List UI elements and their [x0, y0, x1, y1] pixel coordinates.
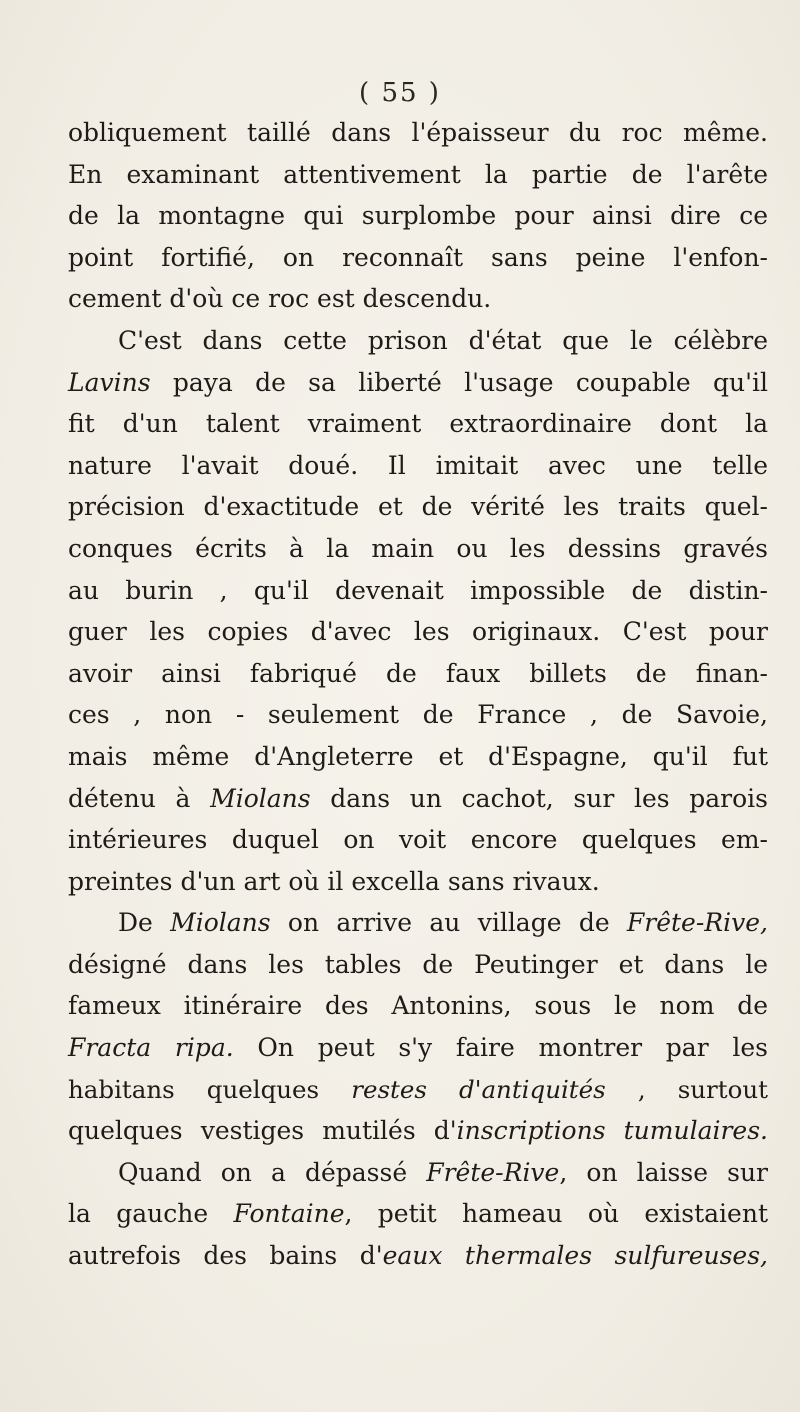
text-run: Quand on a dépassé [118, 1157, 427, 1187]
text-run: habitans quelques [68, 1074, 352, 1104]
place-frete-rive: Frête-Rive, [626, 908, 768, 938]
text-line: désigné dans les tables de Peutinger et dans le [68, 949, 768, 979]
text-line [68, 902, 768, 944]
place-miolans: Miolans [210, 783, 311, 813]
text-line: fit d'un talent vraiment extraordinaire dont la [68, 409, 768, 439]
latin-fracta-ripa: Fracta ripa. [68, 1033, 234, 1063]
text-line [68, 1193, 768, 1235]
text-line: cement d'où ce roc est descendu. [68, 284, 492, 314]
page-number: ( 55 ) [359, 78, 441, 108]
text-run: De [118, 908, 171, 938]
text-line: conques écrits à la main ou les dessins gravés [68, 533, 768, 563]
text-line: au burin , qu'il devenait impossible de distin- [68, 575, 768, 605]
text-line: guer les copies d'avec les originaux. C'est pour [68, 617, 768, 647]
text-line: précision d'exactitude et de vérité les traits quel- [68, 492, 768, 522]
text-line: nature l'avait doué. Il imitait avec une telle [68, 450, 768, 480]
text-run: la gauche [68, 1199, 234, 1229]
text-run: dans un cachot, sur les parois [310, 783, 768, 813]
text-line: En examinant attentivement la partie de l'arête [68, 159, 768, 189]
text-run: on arrive au village de [270, 908, 627, 938]
text-line: preintes d'un art où il excella sans rivaux. [68, 866, 600, 896]
text-run: , petit hameau où existaient [344, 1199, 768, 1229]
text-line: de la montagne qui surplombe pour ainsi dire ce [68, 201, 768, 231]
text-line [68, 362, 768, 404]
text-run: autrefois des bains d' [68, 1241, 383, 1271]
text-line: C'est dans cette prison d'état que le célèbre [118, 325, 768, 355]
text-line [68, 1069, 768, 1111]
text-run: On peut s'y faire montrer par les [233, 1033, 768, 1063]
text-line [68, 1110, 768, 1152]
text-line: intérieures duquel on voit encore quelques em- [68, 825, 768, 855]
place-frete-rive: Frête-Rive [426, 1157, 560, 1187]
text-run: paya de sa liberté l'usage coupable qu'il [150, 367, 768, 397]
body-text [68, 112, 768, 1277]
text-line [68, 1152, 768, 1194]
text-line: obliquement taillé dans l'épaisseur du roc même. [68, 118, 768, 147]
text-run: détenu à [68, 783, 211, 813]
text-run: quelques vestiges mutilés d' [68, 1116, 457, 1146]
text-line [68, 778, 768, 820]
text-line: fameux itinéraire des Antonins, sous le nom de [68, 991, 768, 1021]
phrase-inscriptions-tumulaires: inscriptions tumulaires. [456, 1116, 768, 1146]
text-line: avoir ainsi fabriqué de faux billets de finan- [68, 658, 768, 688]
text-line [68, 1027, 768, 1069]
phrase-restes-antiquites: restes d'antiquités [351, 1074, 606, 1104]
text-line: ces , non - seulement de France , de Savoie, [68, 700, 768, 730]
phrase-eaux-thermales: eaux thermales sulfureuses, [382, 1241, 768, 1271]
place-miolans: Miolans [170, 908, 271, 938]
text-line [68, 1235, 768, 1277]
text-run: , on laisse sur [559, 1157, 768, 1187]
place-fontaine: Fontaine [233, 1199, 345, 1229]
text-run: , surtout [605, 1074, 768, 1104]
text-line: mais même d'Angleterre et d'Espagne, qu'il fut [68, 741, 768, 771]
name-lavins: Lavins [68, 367, 151, 397]
text-line: point fortifié, on reconnaît sans peine l'enfon- [68, 242, 768, 272]
